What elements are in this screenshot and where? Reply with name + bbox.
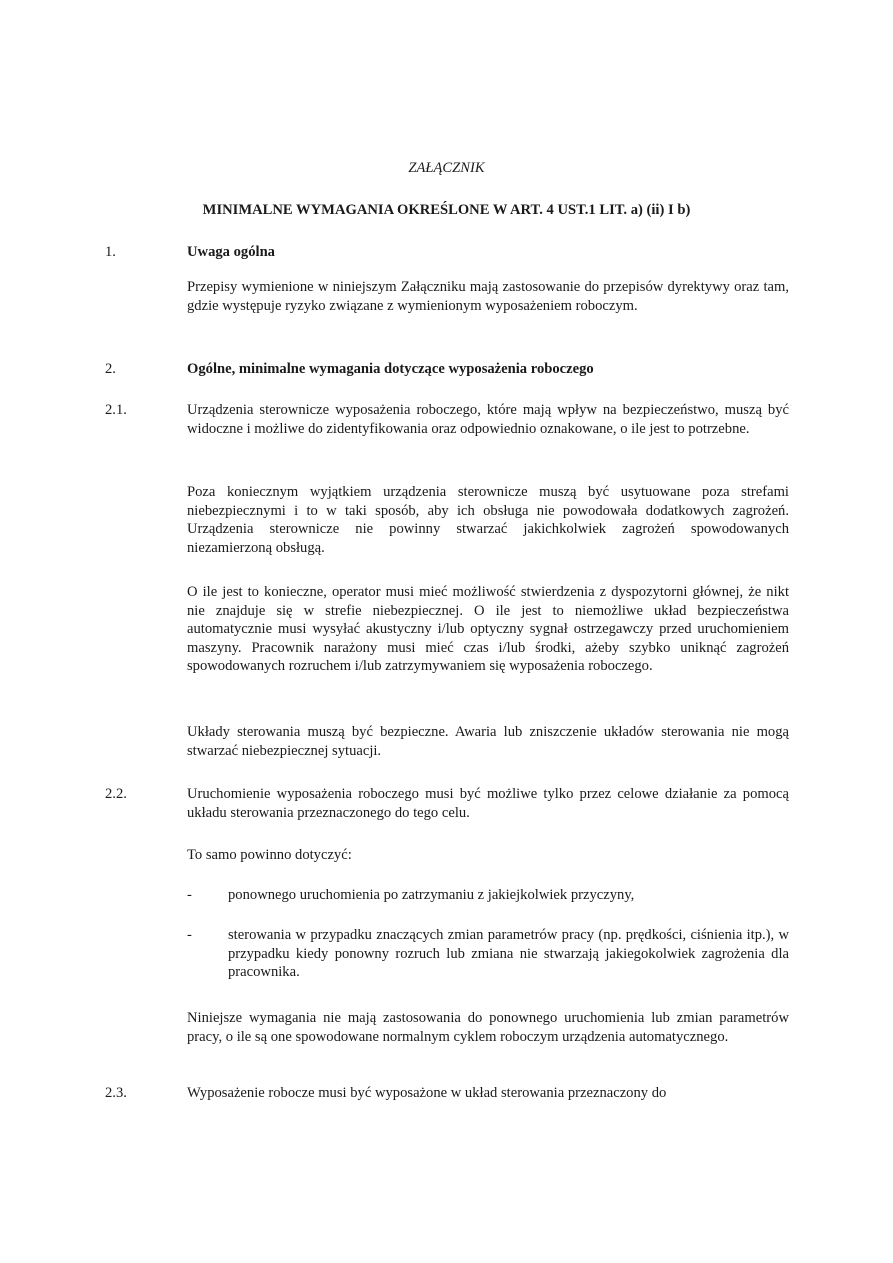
bullet-marker: - xyxy=(187,887,192,903)
section-2-title: Ogólne, minimalne wymagania dotyczące wyposażenia roboczego xyxy=(187,361,594,377)
section-2-3-number: 2.3. xyxy=(105,1085,127,1101)
section-2-1-paragraph-4: Układy sterowania muszą być bezpieczne. Awaria lub zniszczenie układów sterowania nie mogą stwarzać niebezpiecznej sytuacji. xyxy=(187,724,789,759)
section-2-2-number: 2.2. xyxy=(105,786,127,802)
section-2-number: 2. xyxy=(105,361,116,377)
section-2-1-paragraph-1: Urządzenia sterownicze wyposażenia roboczego, które mają wpływ na bezpieczeństwo, muszą być widoczne i możliwe do zidentyfikowania oraz odpowiednio oznakowane, o ile jest to potrzebne. xyxy=(187,402,789,437)
section-2-1-number: 2.1. xyxy=(105,402,127,418)
annex-title: ZAŁĄCZNIK xyxy=(408,160,485,176)
section-1-number: 1. xyxy=(105,244,116,260)
section-2-2-paragraph-3: Niniejsze wymagania nie mają zastosowania do ponownego uruchomienia lub zmian parametrów pracy, o ile są one spowodowane normalnym cyklem roboczym urządzenia automatycznego. xyxy=(187,1010,789,1045)
section-1-paragraph: Przepisy wymienione w niniejszym Załączniku mają zastosowanie do przepisów dyrektywy oraz tam, gdzie występuje ryzyko związane z wymienionym wyposażeniem roboczym. xyxy=(187,279,789,314)
section-1-title: Uwaga ogólna xyxy=(187,244,275,260)
list-item: sterowania w przypadku znaczących zmian parametrów pracy (np. prędkości, ciśnienia itp.), w przypadku kiedy ponowny rozruch lub zmiana nie stwarzają jakiegokolwiek zagrożenia dla pracownika. xyxy=(228,927,789,980)
bullet-marker: - xyxy=(187,927,192,943)
section-2-1-paragraph-2: Poza koniecznym wyjątkiem urządzenia sterownicze muszą być usytuowane poza strefami niebezpiecznymi i to w taki sposób, aby ich obsługa nie powodowała dodatkowych zagrożeń. Urządzenia sterownicze nie powinny stwarzać jakichkolwiek zagrożeń spowodowanych niezamierzoną obsługą. xyxy=(187,484,789,556)
section-2-3-paragraph-1: Wyposażenie robocze musi być wyposażone w układ sterowania przeznaczony do xyxy=(187,1085,667,1101)
section-2-1-paragraph-3: O ile jest to konieczne, operator musi mieć możliwość stwierdzenia z dyspozytorni głównej, że nikt nie znajduje się w strefie niebezpiecznej. O ile jest to niemożliwe układ bezpieczeństwa automatycznie musi wysyłać akustyczny i/lub optyczny sygnał ostrzegawczy przed uruchomieniem maszyny. Pracownik narażony musi mieć czas i/lub środki, ażeby szybko uniknąć zagrożeń spowodowanych rozruchem i/lub zatrzymywaniem się wyposażenia roboczego. xyxy=(187,584,789,674)
section-2-2-paragraph-2: To samo powinno dotyczyć: xyxy=(187,847,352,863)
section-2-2-paragraph-1: Uruchomienie wyposażenia roboczego musi być możliwe tylko przez celowe działanie za pomocą układu sterowania przeznaczonego do tego celu. xyxy=(187,786,789,821)
list-item: ponownego uruchomienia po zatrzymaniu z jakiejkolwiek przyczyny, xyxy=(228,887,635,903)
document-heading: MINIMALNE WYMAGANIA OKREŚLONE W ART. 4 UST.1 LIT. a) (ii) I b) xyxy=(202,202,691,218)
